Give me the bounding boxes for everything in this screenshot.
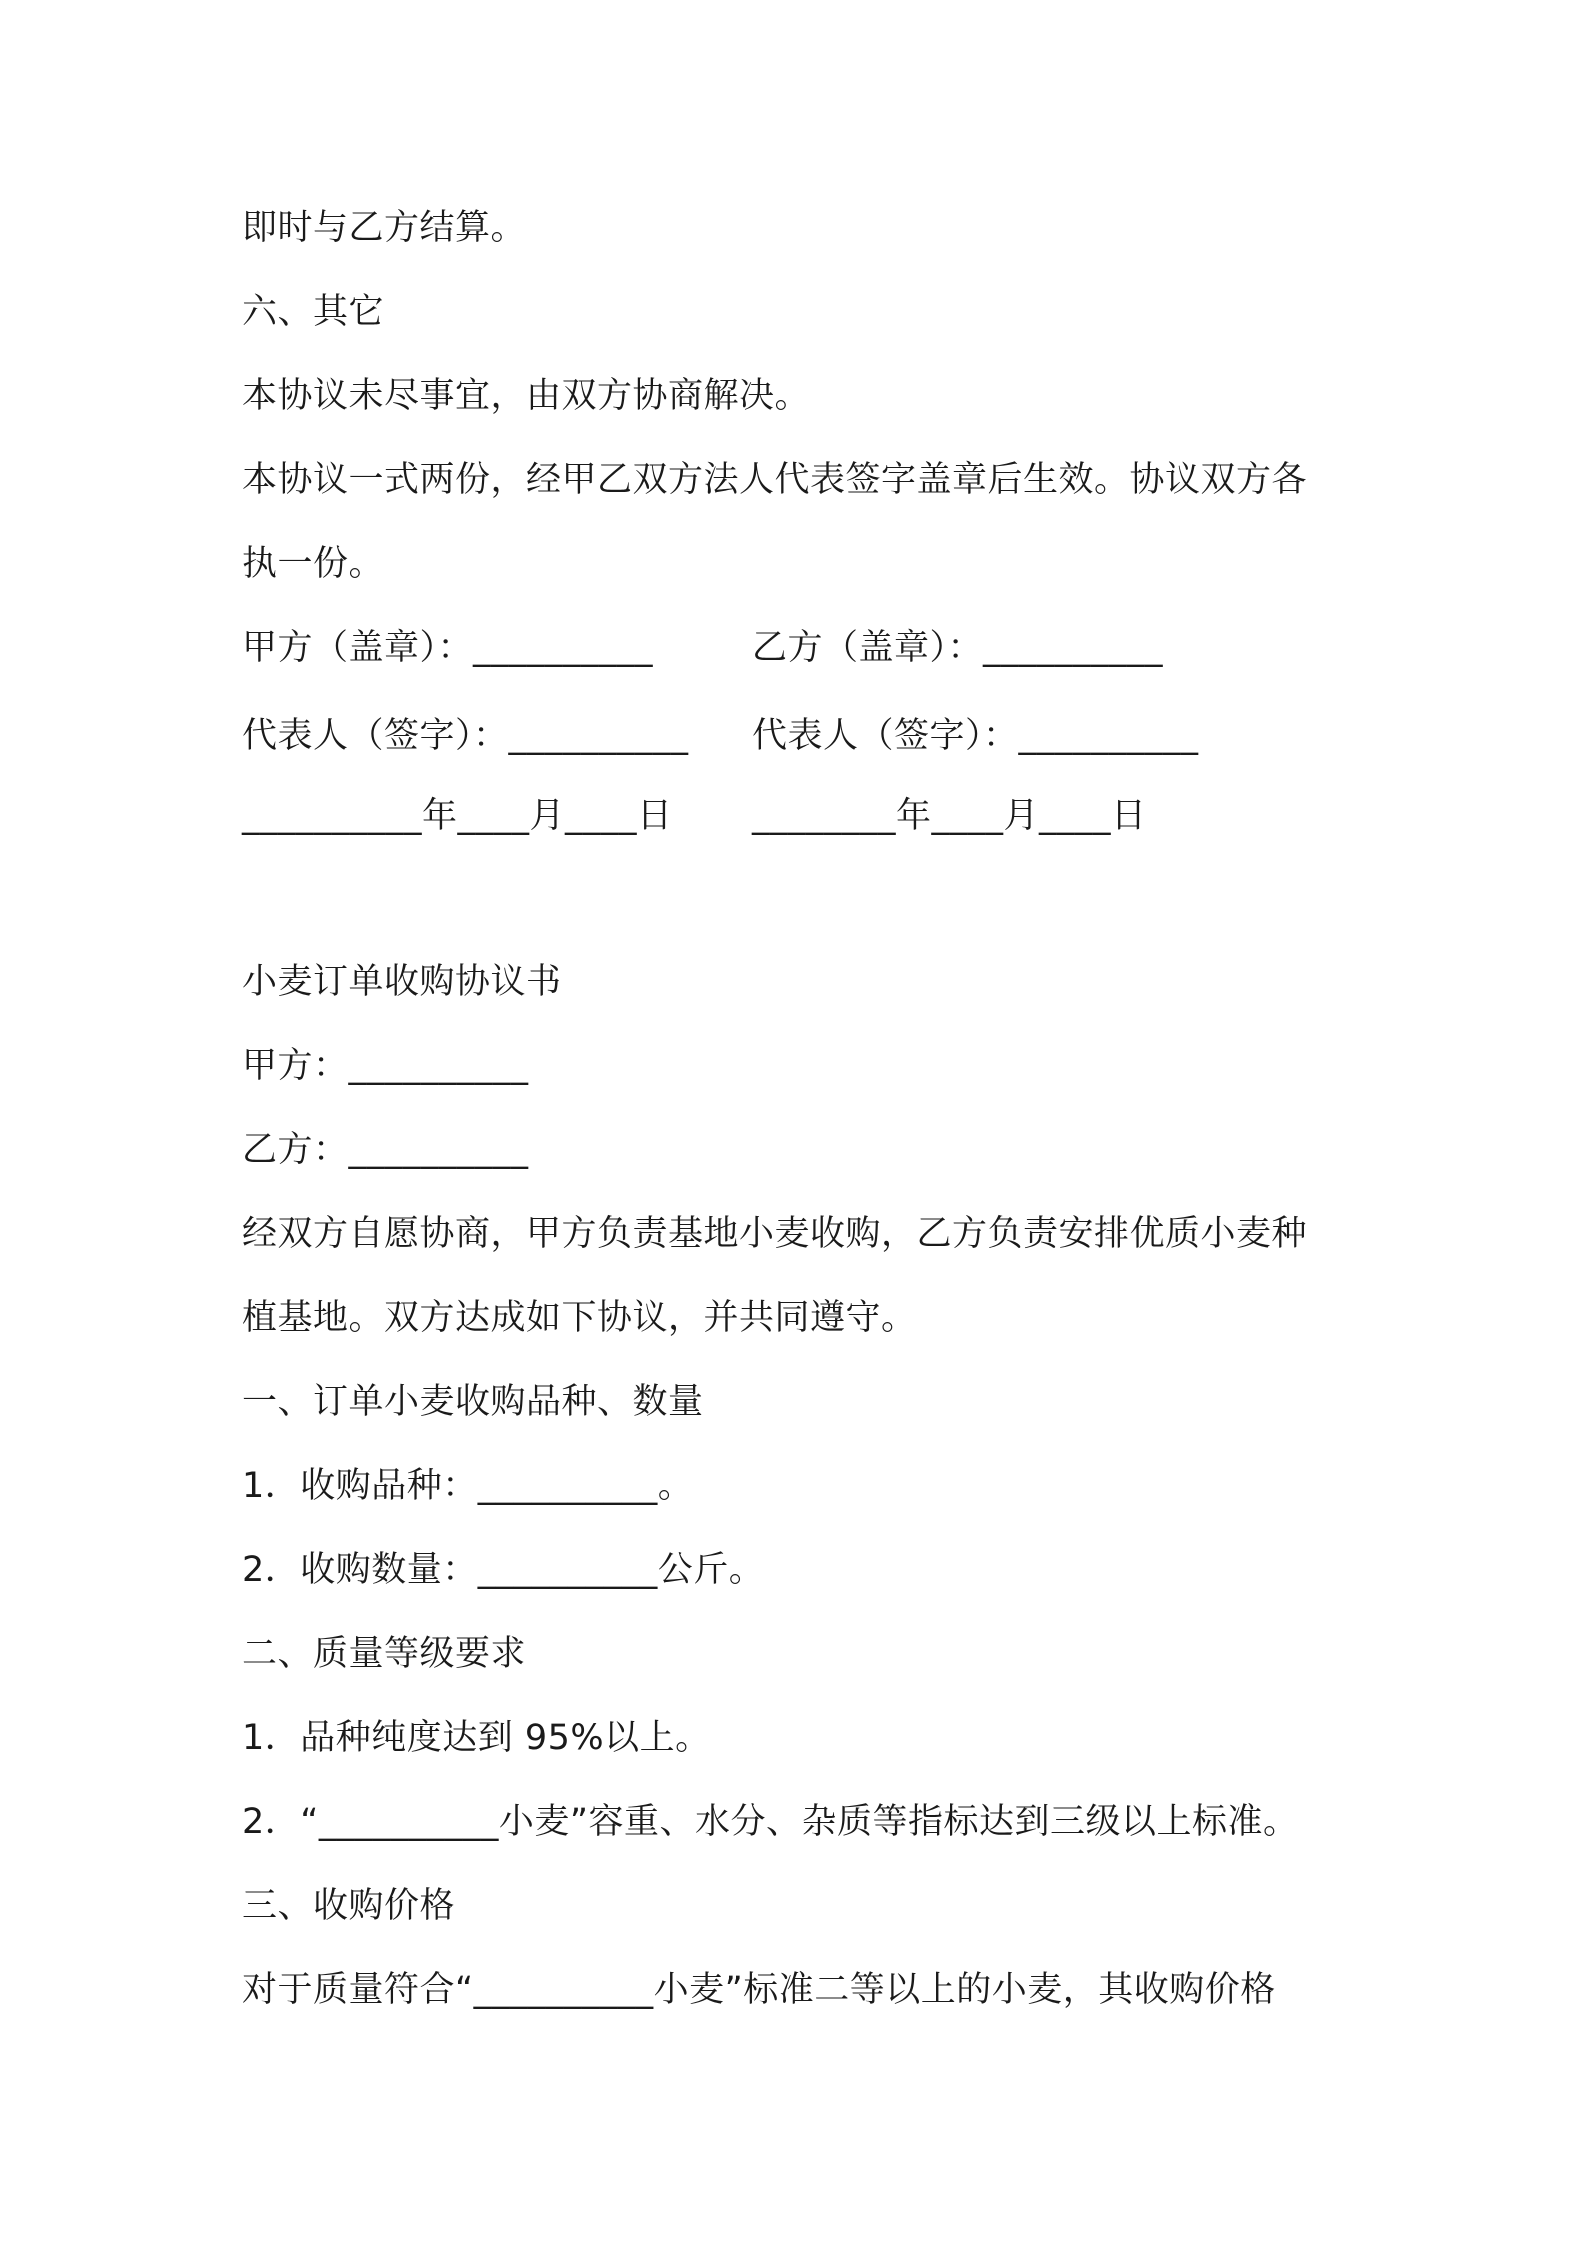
party-a-seal-line: 甲方（盖章）：__________ [242,628,654,668]
paragraph-copies-line1: 本协议一式两份，经甲乙双方法人代表签字盖章后生效。协议双方各 [242,460,1308,500]
paragraph-settlement: 即时与乙方结算。 [242,208,527,248]
section-heading-variety-quantity: 一、订单小麦收购品种、数量 [242,1382,704,1422]
party-b-line: 乙方：__________ [242,1130,529,1170]
clause-variety: 1．收购品种：__________。 [242,1466,694,1506]
party-b-date-line: ________年____月____日 [752,796,1147,836]
section-heading-price: 三、收购价格 [242,1886,456,1926]
paragraph-unresolved: 本协议未尽事宜，由双方协商解决。 [242,376,811,416]
party-b-seal-line: 乙方（盖章）：__________ [752,628,1164,668]
party-a-representative-line: 代表人（签字）：__________ [242,716,689,756]
party-a-date-line: __________年____月____日 [242,796,673,836]
paragraph-copies-line2: 执一份。 [242,544,385,584]
intro-line1: 经双方自愿协商，甲方负责基地小麦收购，乙方负责安排优质小麦种 [242,1214,1308,1254]
party-b-representative-line: 代表人（签字）：__________ [752,716,1199,756]
party-a-line: 甲方：__________ [242,1046,529,1086]
document-title: 小麦订单收购协议书 [242,962,562,1002]
clause-price: 对于质量符合“__________小麦”标准二等以上的小麦，其收购价格 [242,1970,1276,2010]
section-heading-quality: 二、质量等级要求 [242,1634,527,1674]
clause-quality-standard: 2．“__________小麦”容重、水分、杂质等指标达到三级以上标准。 [242,1802,1299,1842]
intro-line2: 植基地。双方达成如下协议，并共同遵守。 [242,1298,917,1338]
section-heading-other: 六、其它 [242,292,385,332]
clause-quantity: 2．收购数量：__________公斤。 [242,1550,765,1590]
clause-purity: 1．品种纯度达到 95%以上。 [242,1718,711,1758]
